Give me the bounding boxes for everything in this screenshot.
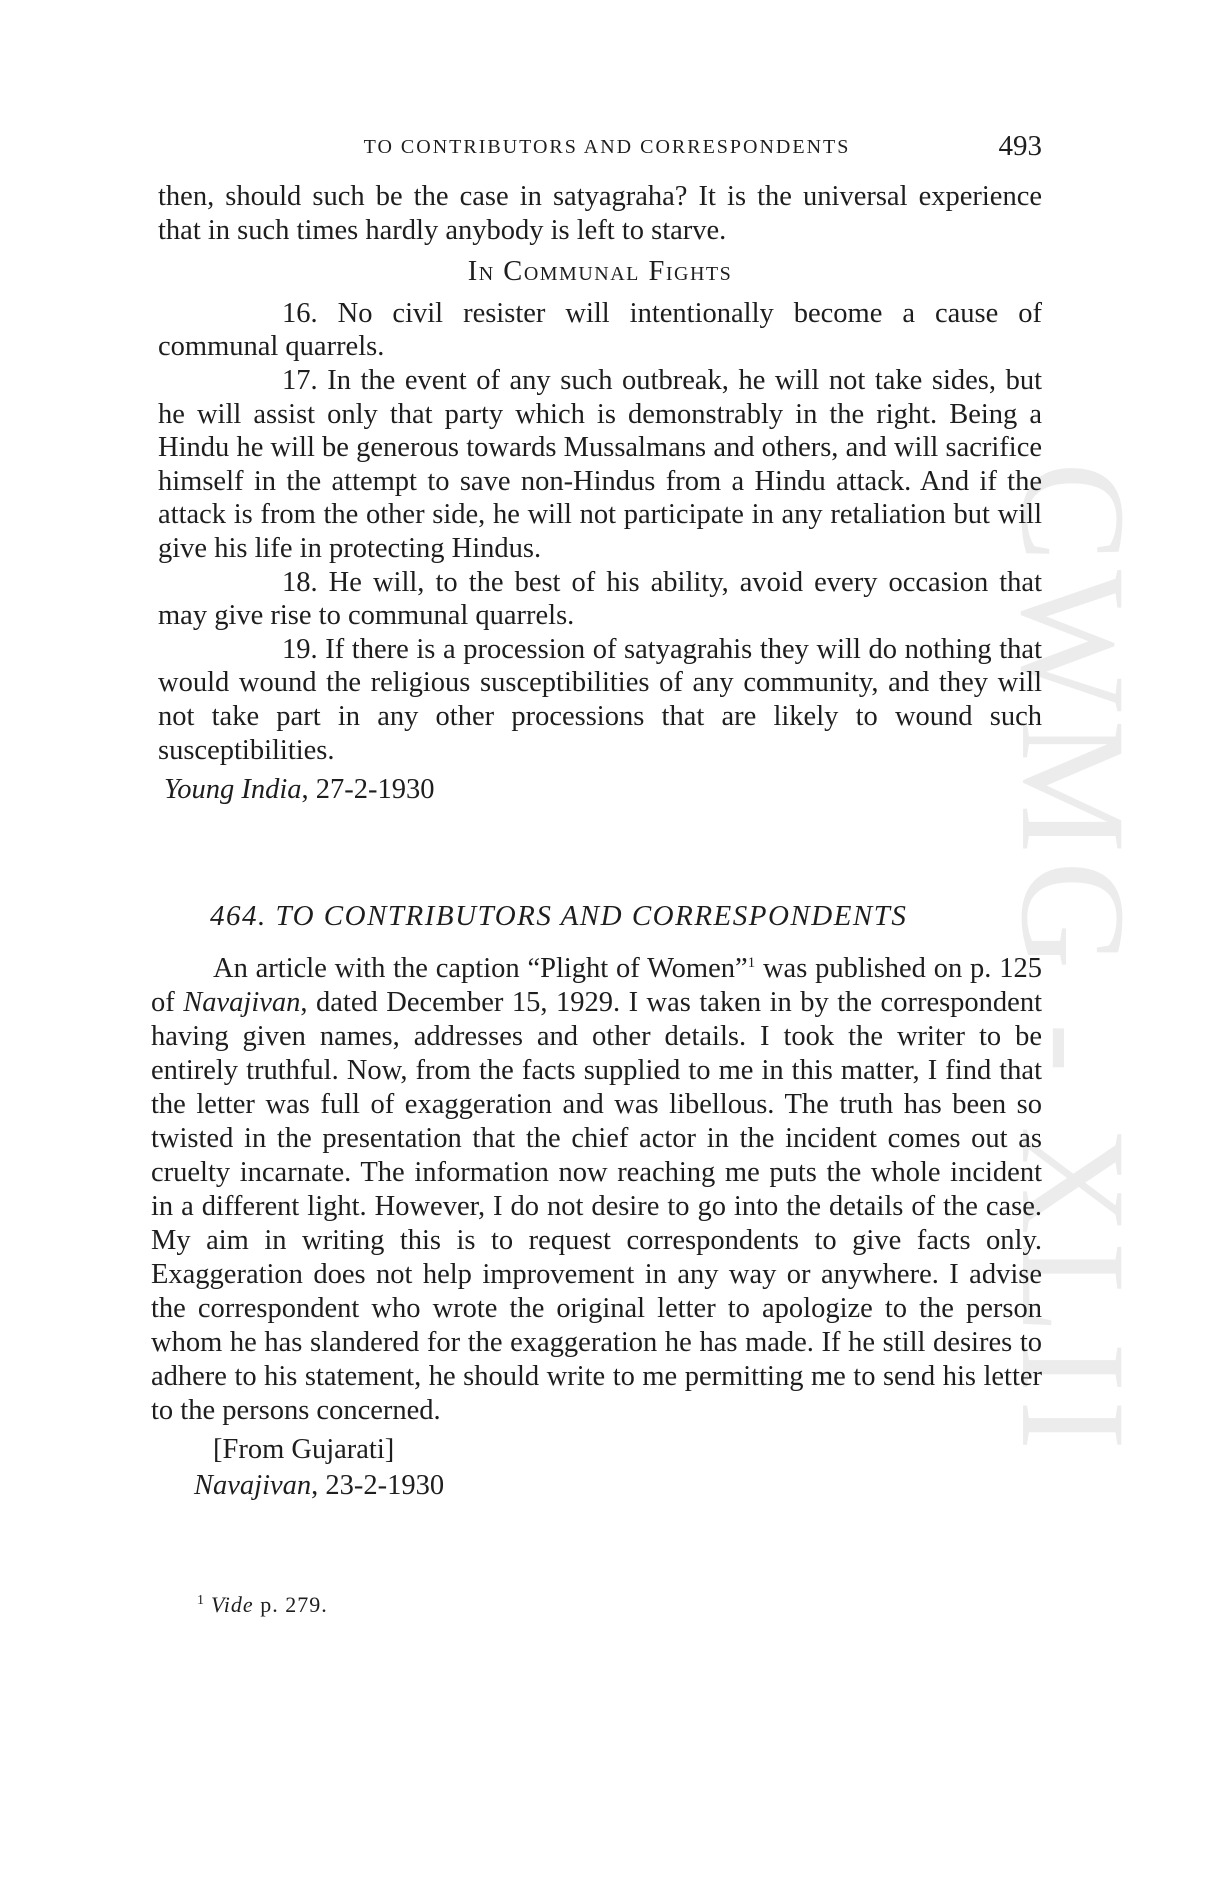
section-contributors <box>151 952 1042 1504</box>
source-date-2: , 23-2-1930 <box>311 1470 445 1501</box>
running-title: TO CONTRIBUTORS AND CORRESPONDENTS <box>363 136 851 158</box>
footnote-mark: 1 <box>197 1593 205 1608</box>
source-publication-2: Navajivan <box>194 1470 312 1501</box>
watermark-text: CWMG - XLII <box>990 461 1157 1459</box>
section-satyagraha-rules <box>158 180 1042 807</box>
document-title: 464. TO CONTRIBUTORS AND CORRESPONDENTS <box>210 900 908 932</box>
paragraph-18: 18. He will, to the best of his ability, avoid every occasion that may give rise to communal quarrels. <box>158 566 1042 632</box>
footnote-ref[interactable]: 1 <box>747 955 756 971</box>
from-gujarati: [From Gujarati] <box>213 1434 395 1465</box>
footnote <box>197 1592 328 1618</box>
body-part-3: , dated December 15, 1929. I was taken in by the correspondent having given names, addresses and other details. I took the writer to be entirely truthful. Now, from the facts supplied to me in this matter, I find that the letter was full of exaggeration and was libellous. The truth has been so twisted in the presentation that the chief actor in the incident comes out as cruelty incarnate. The information now reaching me puts the whole incident in a different light. However, I do not desire to go into the details of the case. My aim in writing this is to request correspondents to give facts only. Exaggeration does not help improvement in any way or anywhere. I advise the correspondent who wrote the original letter to apologize to the person whom he has slandered for the exaggeration he has made. If he still desires to adhere to his statement, he should write to me permitting me to send his letter to the persons concerned. <box>151 987 1043 1426</box>
intro-paragraph: then, should such be the case in satyagraha? It is the universal experience that in such times hardly anybody is left to starve. <box>158 181 1042 246</box>
article-body <box>151 952 1042 1428</box>
source-citation-1 <box>158 773 1042 807</box>
footnote-text: p. 279. <box>253 1592 328 1617</box>
paragraph-17: 17. In the event of any such outbreak, he will not take sides, but he will assist only that party which is demonstrably in the right. Being a Hindu he will be generous towards Mussalmans and others, and will sacrifice himself in the attempt to save non-Hindus from a Hindu attack. And if the attack is from the other side, he will not participate in any retaliation but will give his life in protecting Hindus. <box>158 364 1042 564</box>
running-head <box>158 130 1042 170</box>
footnote-vide: Vide <box>211 1592 254 1617</box>
source-citation-2 <box>151 1468 1042 1504</box>
subheading-communal-fights: In Communal Fights <box>467 256 733 288</box>
paragraph-19: 19. If there is a procession of satyagrahis they will do nothing that would wound the religious susceptibilities of any community, and they will not take part in any other processions that are likely to wound such susceptibilities. <box>158 633 1042 766</box>
paragraph-16: 16. No civil resister will intentionally become a cause of communal quarrels. <box>158 297 1042 363</box>
body-part-2: was published on p. 125 of <box>151 953 1042 1018</box>
body-publication: Navajivan <box>183 987 301 1018</box>
source-publication-1: Young India <box>164 774 302 806</box>
source-date-1: , 27-2-1930 <box>301 774 435 806</box>
page-number: 493 <box>998 130 1042 162</box>
body-part-1: An article with the caption “Plight of Women” <box>213 953 748 984</box>
